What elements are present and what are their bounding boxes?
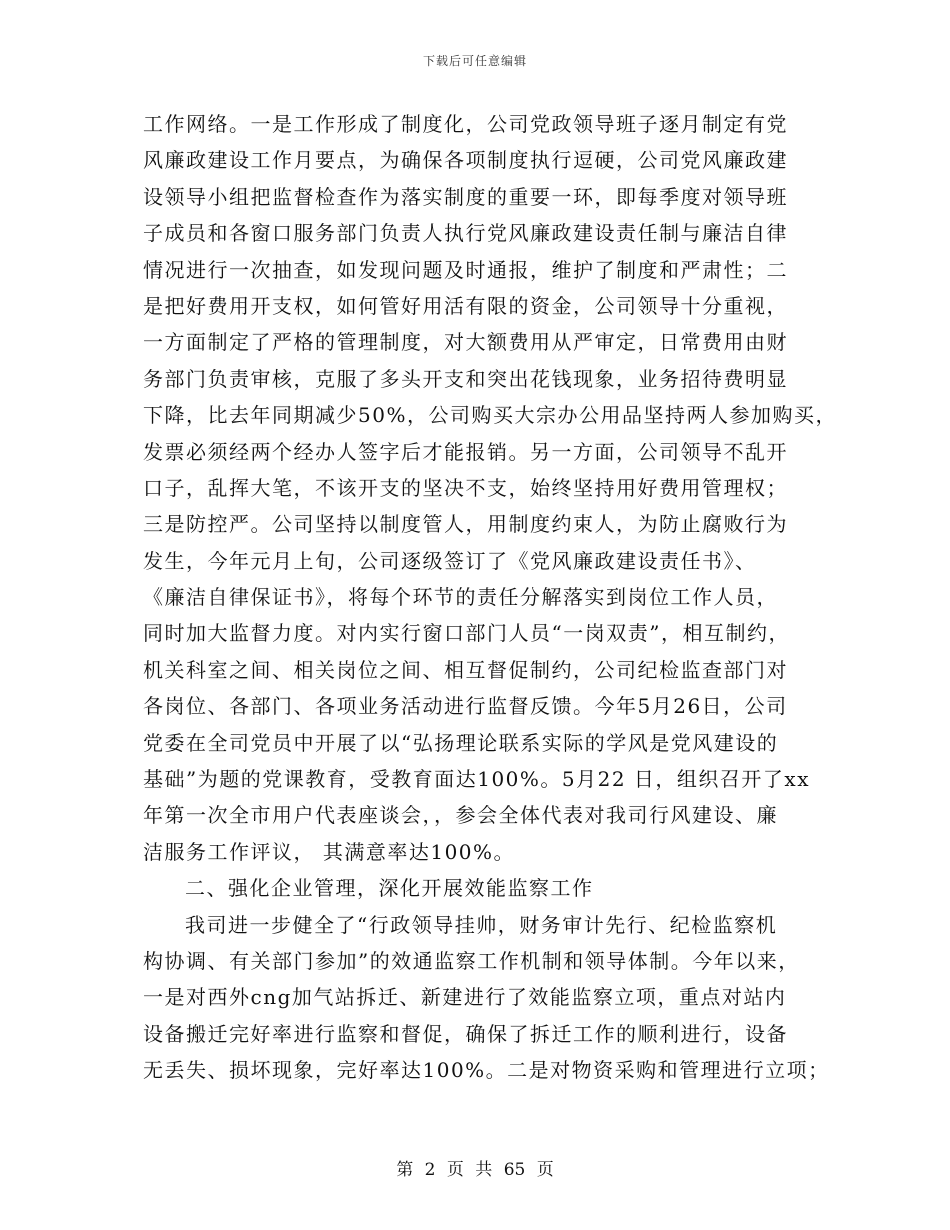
document-body <box>143 106 837 1089</box>
text-line: 洁服务工作评议， 其满意率达100%。 <box>143 839 516 864</box>
section-heading: 二、强化企业管理，深化开展效能监察工作 <box>185 876 594 901</box>
text-line: 基础”为题的党课教育，受教育面达100%。5月22 日，组织召开了xx <box>143 767 810 792</box>
text-line: 务部门负责审核，克服了多头开支和突出花钱现象，业务招待费明显 <box>143 366 788 391</box>
text-line: 一是对西外cng加气站拆迁、新建进行了效能监察立项，重点对站内 <box>143 985 787 1010</box>
page-number: 第 2 页 共 65 页 <box>396 1160 554 1180</box>
text-line: 下降，比去年同期减少50%，公司购买大宗办公用品坚持两人参加购买， <box>143 403 837 428</box>
text-line: 一方面制定了严格的管理制度，对大额费用从严审定，日常费用由财 <box>143 330 788 355</box>
text-line: 《廉洁自律保证书》，将每个环节的责任分解落实到岗位工作人员， <box>143 585 778 610</box>
text-line: 口子，乱挥大笔，不该开支的坚决不支，始终坚持用好费用管理权； <box>143 475 788 500</box>
text-line: 年第一次全市用户代表座谈会，，参会全体代表对我司行风建设、廉 <box>143 803 778 828</box>
text-line: 工作网络。一是工作形成了制度化，公司党政领导班子逐月制定有党 <box>143 112 788 136</box>
header-note: 下载后可任意编辑 <box>422 54 527 68</box>
text-line: 我司进一步健全了“行政领导挂帅，财务审计先行、纪检监察机 <box>185 912 778 937</box>
text-line: 发票必须经两个经办人签字后才能报销。另一方面，公司领导不乱开 <box>143 439 788 464</box>
text-line: 同时加大监督力度。对内实行窗口部门人员“一岗双责”，相互制约， <box>143 621 790 646</box>
text-line: 设领导小组把监督检查作为落实制度的重要一环，即每季度对领导班 <box>143 184 788 209</box>
text-line: 各岗位、各部门、各项业务活动进行监督反馈。今年5月26日，公司 <box>143 694 788 719</box>
text-line: 子成员和各窗口服务部门负责人执行党风廉政建设责任制与廉洁自律 <box>143 221 788 246</box>
text-line: 党委在全司党员中开展了以“弘扬理论联系实际的学风是党风建设的 <box>143 730 779 755</box>
text-line: 风廉政建设工作月要点，为确保各项制度执行逗硬，公司党风廉政建 <box>143 148 788 173</box>
text-line: 情况进行一次抽查，如发现问题及时通报，维护了制度和严肃性；二 <box>143 257 788 282</box>
text-line: 机关科室之间、相关岗位之间、相互督促制约，公司纪检监查部门对 <box>143 657 788 682</box>
text-line: 无丢失、损坏现象，完好率达100%。二是对物资采购和管理进行立项； <box>143 1058 830 1083</box>
text-line: 设备搬迁完好率进行监察和督促，确保了拆迁工作的顺利进行，设备 <box>143 1021 788 1046</box>
text-line: 三是防控严。公司坚持以制度管人，用制度约束人，为防止腐败行为 <box>143 512 788 537</box>
text-line: 构协调、有关部门参加”的效通监察工作机制和领导体制。今年以来， <box>143 948 800 973</box>
text-line: 是把好费用开支权，如何管好用活有限的资金，公司领导十分重视， <box>143 293 788 318</box>
text-line: 发生，今年元月上旬，公司逐级签订了《党风廉政建设责任书》、 <box>143 548 757 573</box>
